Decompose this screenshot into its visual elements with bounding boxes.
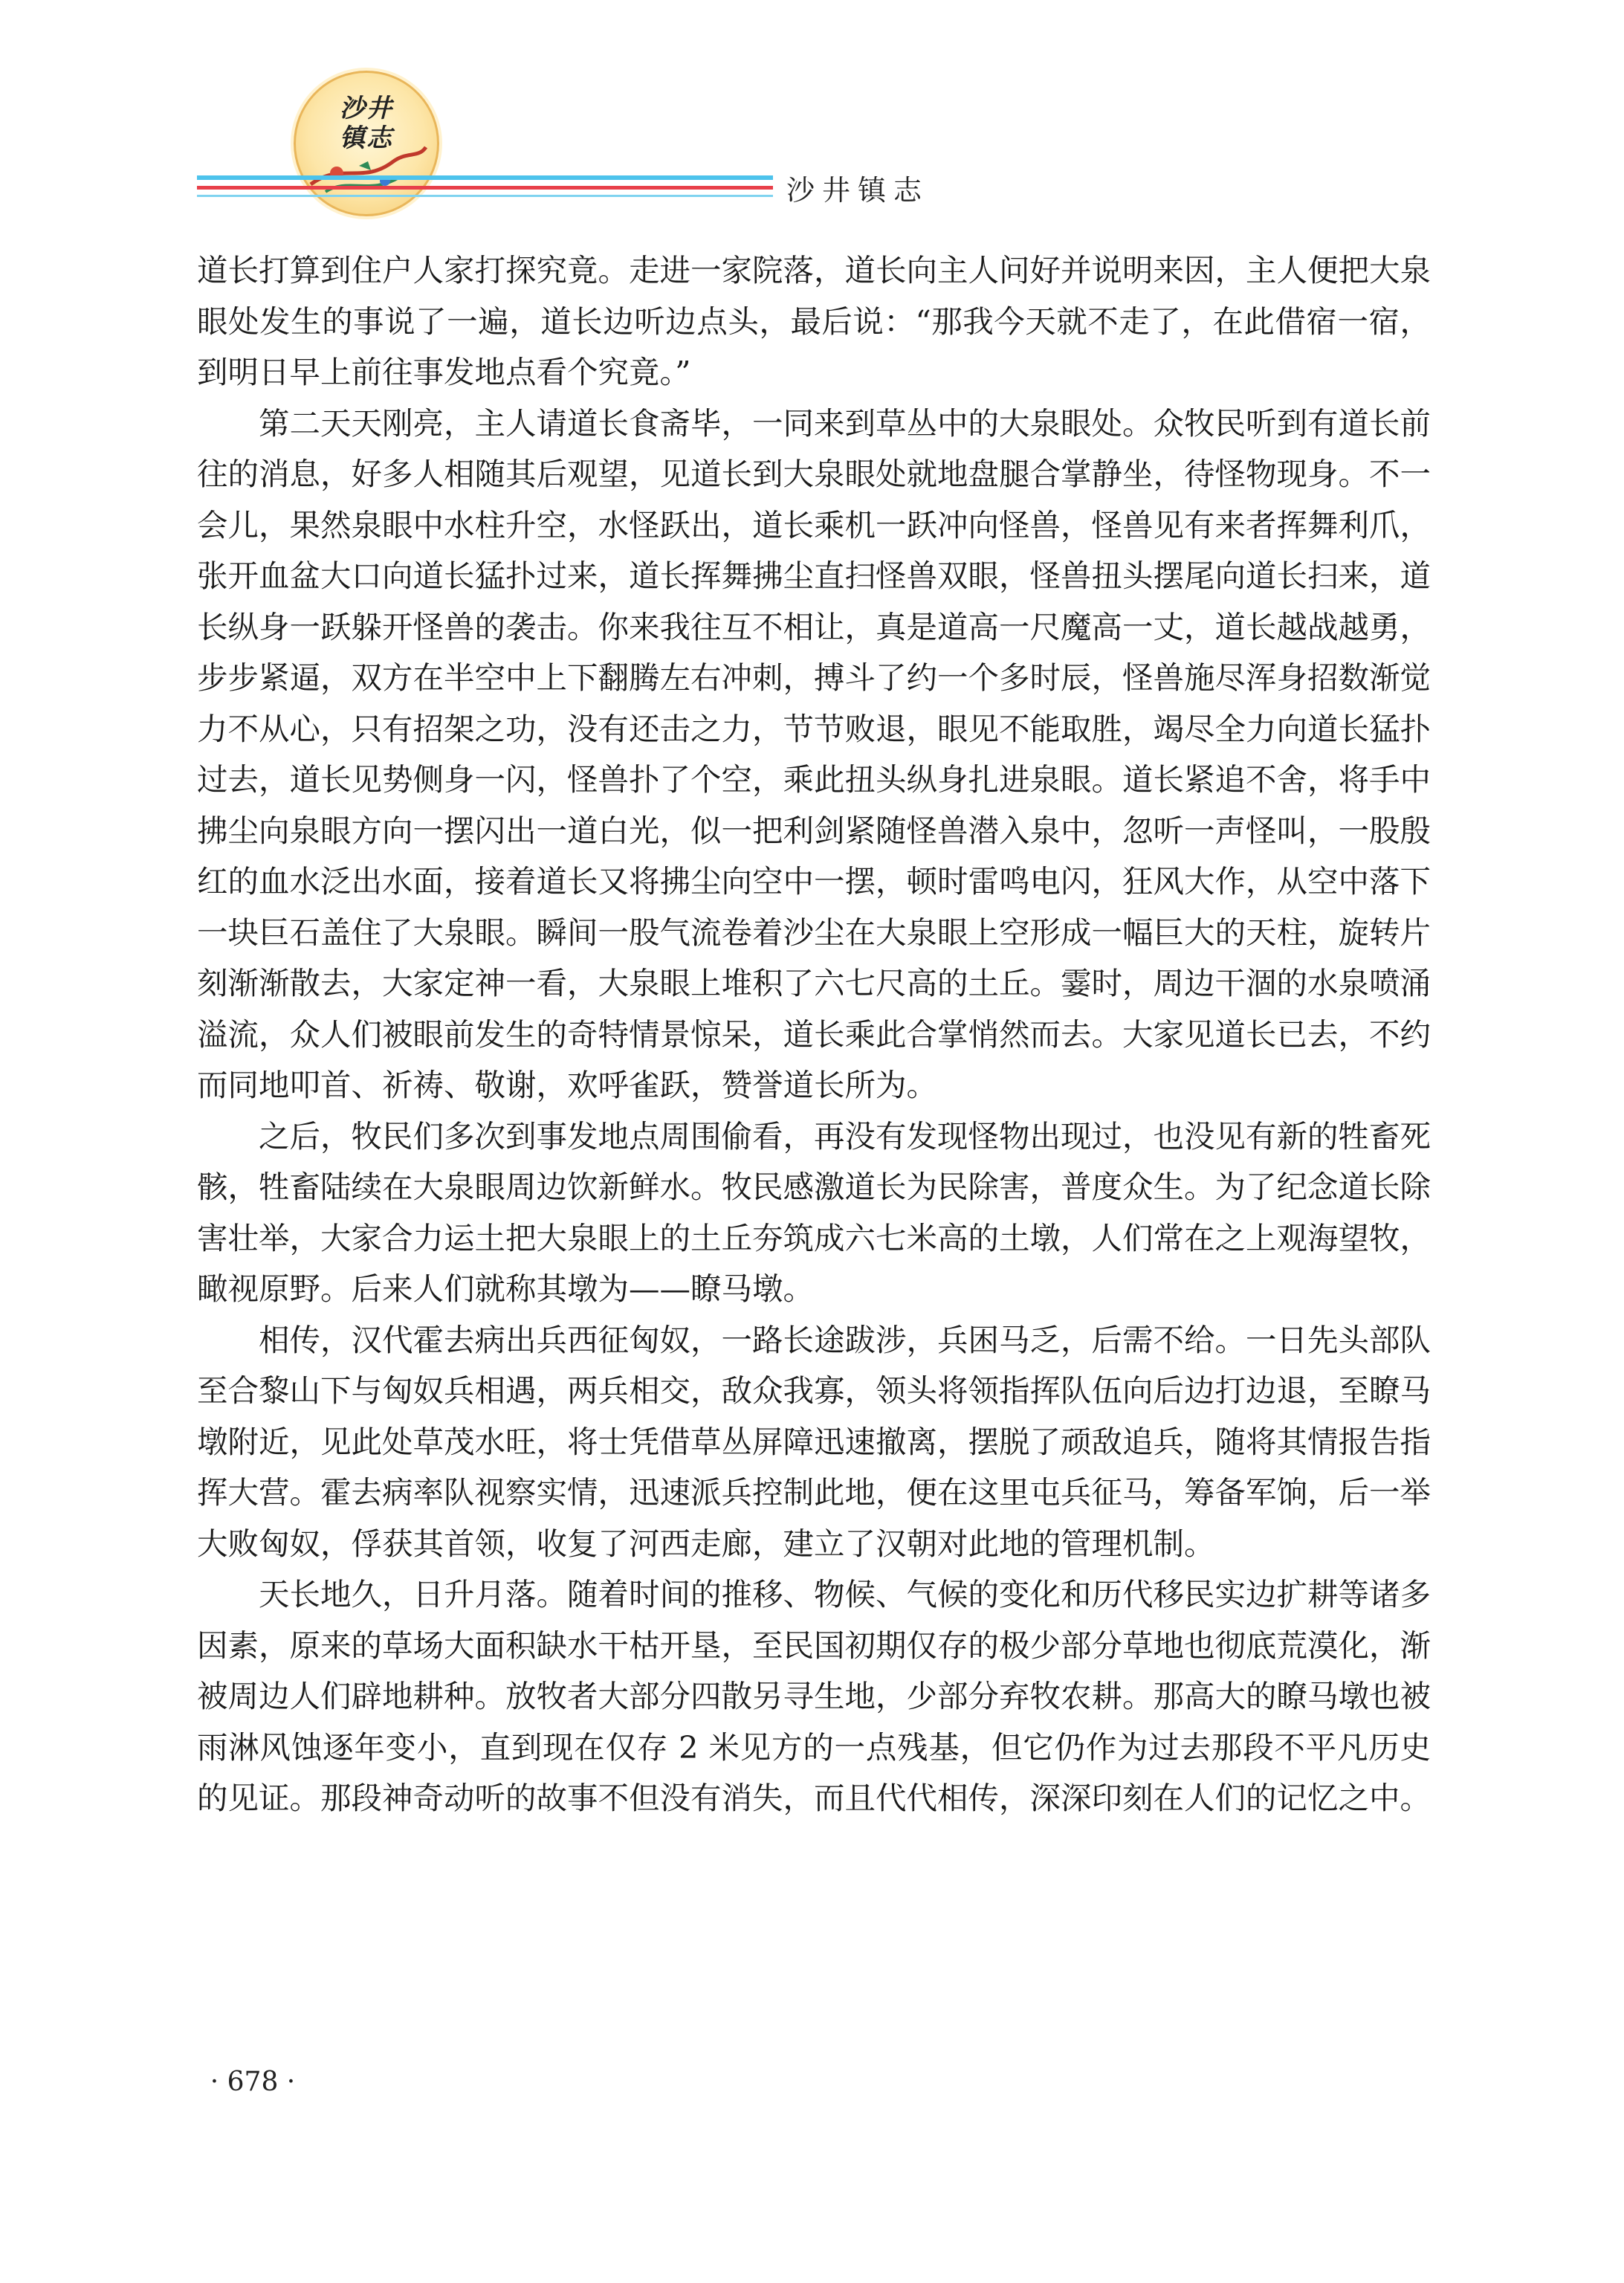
- page-header: [0, 0, 1624, 223]
- paragraph-4: 相传，汉代霍去病出兵西征匈奴，一路长途跋涉，兵困马乏，后需不给。一日先头部队至合黎山下与匈奴兵相遇，两兵相交，敌众我寡，领头将领指挥队伍向后边打边退，至瞭马墩附近，见此处草茂水旺，将士凭借草丛屏障迅速撤离，摆脱了顽敌追兵，随将其情报告指挥大营。霍去病率队视察实情，迅速派兵控制此地，便在这里屯兵征马，筹备军饷，后一举大败匈奴，俘获其首领，收复了河西走廊，建立了汉朝对此地的管理机制。: [197, 1321, 1431, 1562]
- paragraph-1: 道长打算到住户人家打探究竟。走进一家院落，道长向主人问好并说明来因，主人便把大泉眼处发生的事说了一遍，道长边听边点头，最后说：“那我今天就不走了，在此借宿一宿，到明日早上前往事发地点看个究竟。”: [197, 252, 1431, 390]
- header-rule-red: [197, 186, 773, 190]
- paragraph-2: 第二天天刚亮，主人请道长食斋毕，一同来到草丛中的大泉眼处。众牧民听到有道长前往的消息，好多人相随其后观望，见道长到大泉眼处就地盘腿合掌静坐，待怪物现身。不一会儿，果然泉眼中水柱升空，水怪跃出，道长乘机一跃冲向怪兽，怪兽见有来者挥舞利爪，张开血盆大口向道长猛扑过来，道长挥舞拂尘直扫怪兽双眼，怪兽扭头摆尾向道长扫来，道长纵身一跃躲开怪兽的袭击。你来我往互不相让，真是道高一尺魔高一丈，道长越战越勇，步步紧逼，双方在半空中上下翻腾左右冲刺，搏斗了约一个多时辰，怪兽施尽浑身招数渐觉力不从心，只有招架之功，没有还击之力，节节败退，眼见不能取胜，竭尽全力向道长猛扑过去，道长见势侧身一闪，怪兽扑了个空，乘此扭头纵身扎进泉眼。道长紧追不舍，将手中拂尘向泉眼方向一摆闪出一道白光，似一把利剑紧随怪兽潜入泉中，忽听一声怪叫，一股殷红的血水泛出水面，接着道长又将拂尘向空中一摆，顿时雷鸣电闪，狂风大作，从空中落下一块巨石盖住了大泉眼。瞬间一股气流卷着沙尘在大泉眼上空形成一幅巨大的天柱，旋转片刻渐渐散去，大家定神一看，大泉眼上堆积了六七尺高的土丘。霎时，周边干涸的水泉喷涌溢流，众人们被眼前发生的奇特情景惊呆，道长乘此合掌悄然而去。大家见道长已去，不约而同地叩首、祈祷、敬谢，欢呼雀跃，赞誉道长所为。: [197, 404, 1431, 1103]
- paragraph-5: 天长地久，日升月落。随着时间的推移、物候、气候的变化和历代移民实边扩耕等诸多因素，原来的草场大面积缺水干枯开垦，至民国初期仅存的极少部分草地也彻底荒漠化，渐被周边人们辟地耕种。放牧者大部分四散另寻生地，少部分弃牧农耕。那高大的瞭马墩也被雨淋风蚀逐年变小，直到现在仅存 2 米见方的一点残基，但它仍作为过去那段不平凡历史的见证。那段神奇动听的故事不但没有消失，而且代代相传，深深印刻在人们的记忆之中。: [197, 1576, 1431, 1816]
- page-body: [197, 245, 1431, 1824]
- header-rule-light: [197, 195, 773, 197]
- page-number: · 678 ·: [210, 2067, 296, 2097]
- logo-text: 沙井 镇志: [340, 94, 393, 153]
- paragraph-3: 之后，牧民们多次到事发地点周围偷看，再没有发现怪物出现过，也没见有新的牲畜死骸，牲畜陆续在大泉眼周边饮新鲜水。牧民感激道长为民除害，普度众生。为了纪念道长除害壮举，大家合力运土把大泉眼上的土丘夯筑成六七米高的土墩，人们常在之上观海望牧，瞰视原野。后来人们就称其墩为——瞭马墩。: [197, 1117, 1431, 1307]
- running-book-title: 沙井镇志: [786, 174, 930, 207]
- header-rule-blue: [197, 175, 773, 180]
